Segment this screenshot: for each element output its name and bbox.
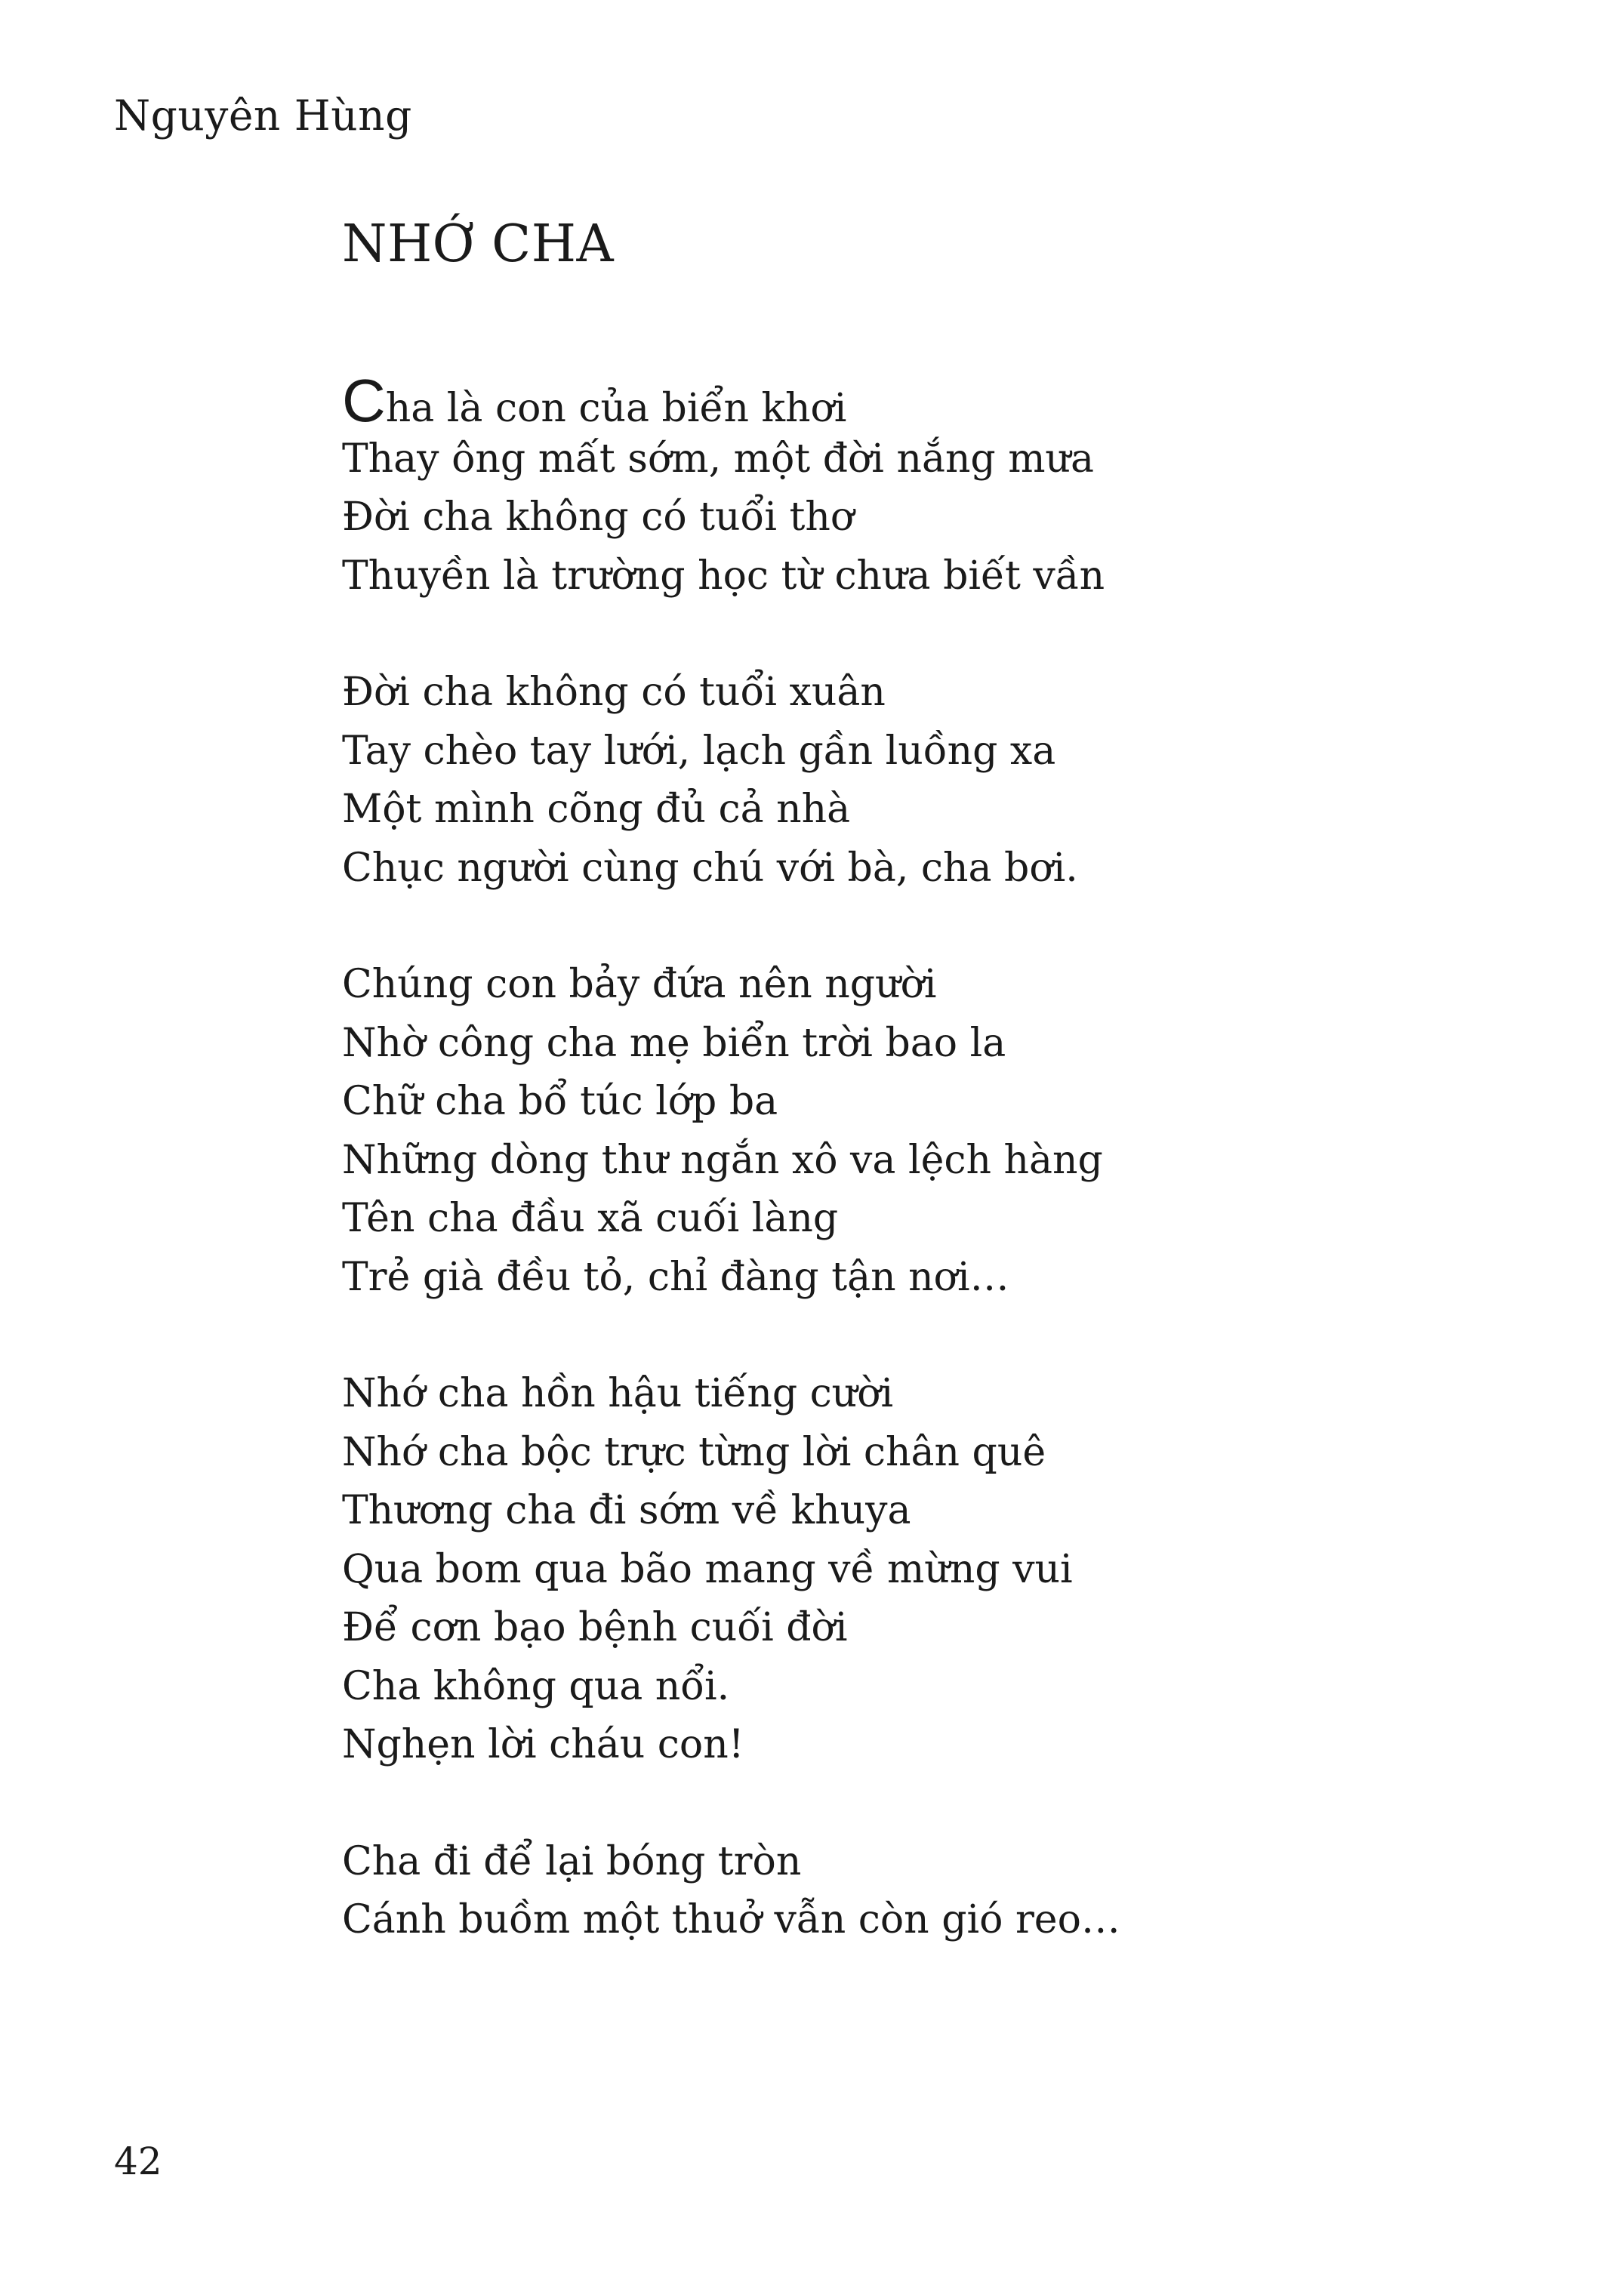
poem-line: Nhờ công cha mẹ biển trời bao la [342, 1020, 1006, 1066]
poem-line: Đời cha không có tuổi xuân [342, 670, 886, 715]
poem-line: Đời cha không có tuổi thơ [342, 494, 855, 540]
poem-line: Thương cha đi sớm về khuya [342, 1488, 911, 1533]
poem-line: Những dòng thư ngắn xô va lệch hàng [342, 1137, 1103, 1183]
poem-line: Tên cha đầu xã cuối làng [342, 1196, 839, 1241]
stanza-3 [342, 956, 1475, 1307]
poem-line: Tay chèo tay lưới, lạch gần luồng xa [342, 728, 1056, 774]
poem-line: Để cơn bạo bệnh cuối đời [342, 1605, 848, 1650]
running-header-author: Nguyên Hùng [114, 91, 412, 140]
poem-line: Cha không qua nổi. [342, 1663, 730, 1709]
poem-line: Nhớ cha hồn hậu tiếng cười [342, 1371, 894, 1416]
poem-line: Một mình cõng đủ cả nhà [342, 787, 851, 832]
poem-line [342, 367, 1475, 434]
poem-line: Thuyền là trường học từ chưa biết vần [342, 553, 1105, 599]
poem-title: NHỚ CHA [342, 214, 615, 274]
stanza-2 [342, 664, 1475, 898]
poem-line: Chữ cha bổ túc lớp ba [342, 1079, 778, 1124]
stanza-1 [342, 367, 1475, 605]
poem-line: Chúng con bảy đứa nên người [342, 962, 937, 1007]
page-number: 42 [114, 2140, 162, 2183]
poem-line: Cánh buồm một thuở vẫn còn gió reo… [342, 1897, 1120, 1942]
drop-cap: C [342, 367, 386, 434]
poem-body [342, 367, 1475, 2008]
stanza-5 [342, 1833, 1475, 1950]
poem-line: Chục người cùng chú với bà, cha bơi. [342, 845, 1078, 891]
poem-line: Nghẹn lời cháu con! [342, 1722, 744, 1767]
poem-line: Qua bom qua bão mang về mừng vui [342, 1546, 1073, 1592]
poem-line: Trẻ già đều tỏ, chỉ đàng tận nơi… [342, 1254, 1009, 1300]
first-line-text: ha là con của biển khơi [385, 386, 847, 431]
stanza-4 [342, 1365, 1475, 1775]
poem-line: Thay ông mất sớm, một đời nắng mưa [342, 436, 1095, 482]
poem-line: Cha đi để lại bóng tròn [342, 1838, 802, 1884]
poem-line: Nhớ cha bộc trực từng lời chân quê [342, 1429, 1046, 1475]
